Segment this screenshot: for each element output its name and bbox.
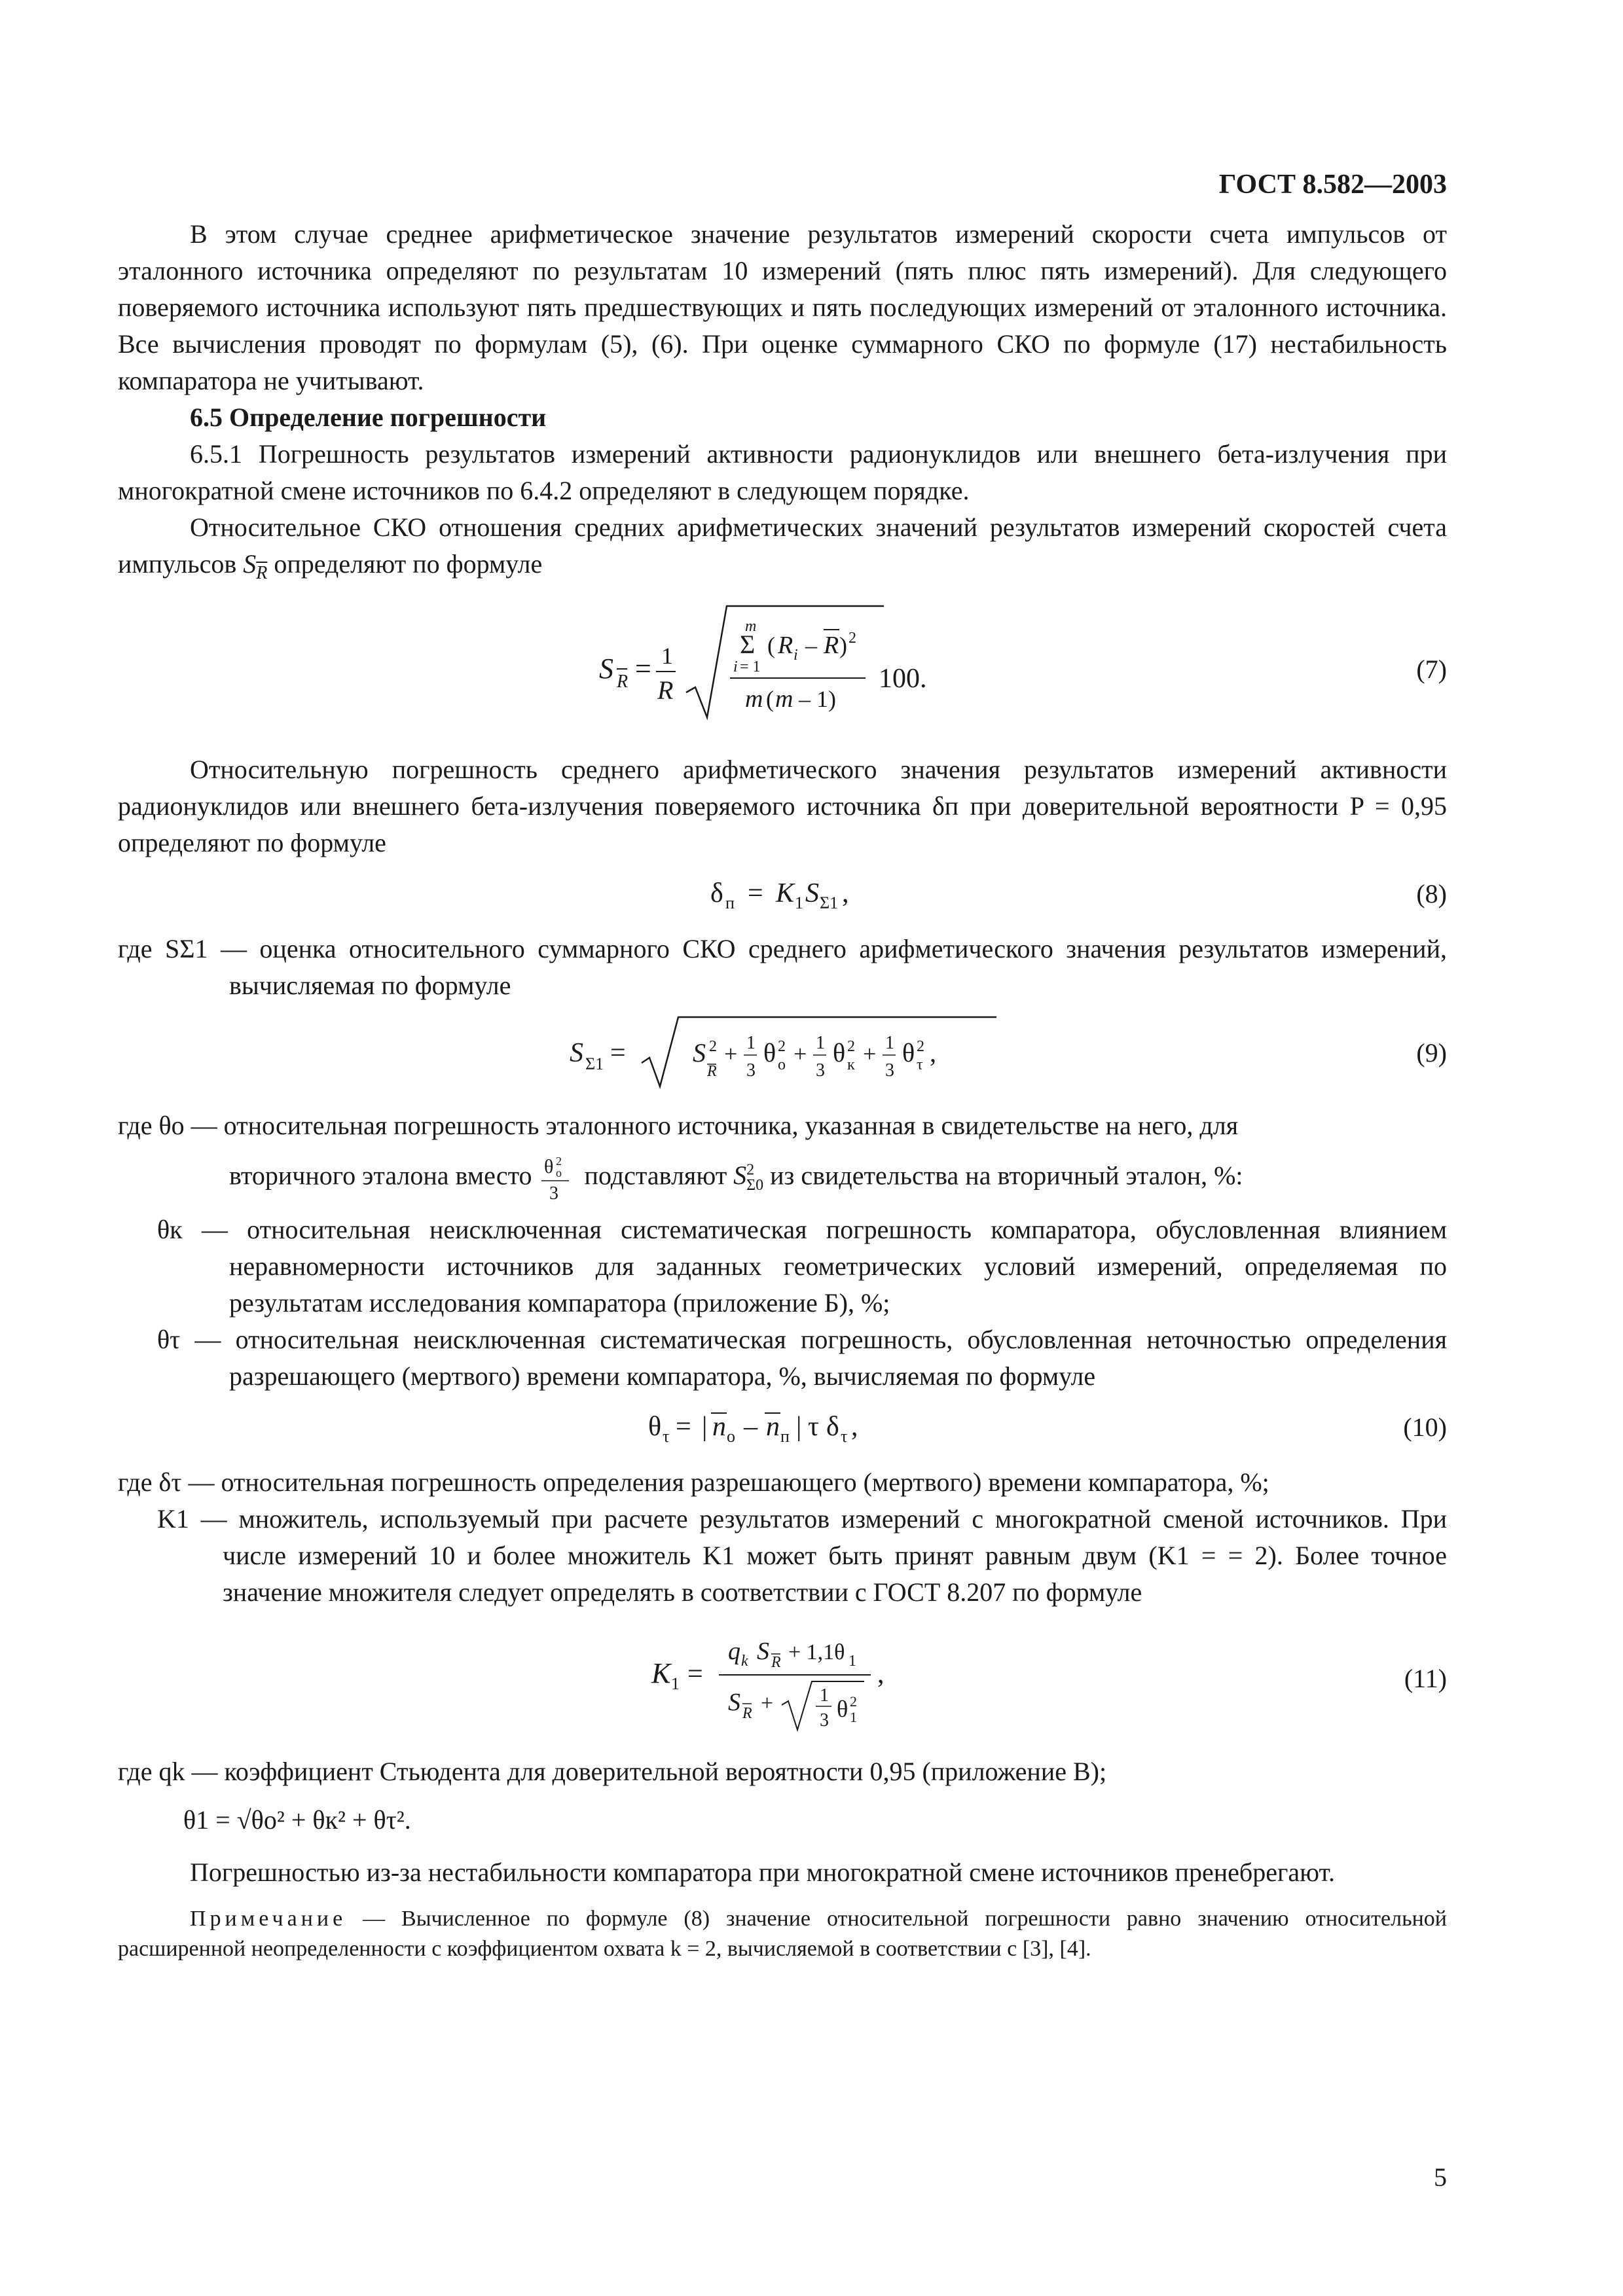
svg-text:2: 2 [850, 1693, 857, 1710]
svg-text:1: 1 [848, 1653, 856, 1670]
svg-text:о: о [555, 1166, 562, 1180]
svg-text:1: 1 [746, 1033, 756, 1053]
document-body [118, 216, 1447, 1964]
svg-text:): ) [839, 632, 847, 658]
svg-text:i: i [793, 647, 798, 664]
theta-o-text-a: вторичного эталона вместо [229, 1160, 532, 1191]
formula-10 [118, 1401, 1447, 1454]
svg-text:2: 2 [709, 1038, 717, 1055]
paragraph-6-5-1: 6.5.1 Погрешность результатов измерений активности радионуклидов или внешнего бета-излучения при многократной смене источников по 6.4.2 определяют в следующем порядке. [118, 439, 1447, 505]
svg-text:1: 1 [850, 1709, 857, 1726]
svg-text:п: п [725, 893, 735, 912]
svg-text:θ: θ [543, 1156, 553, 1178]
theta-o-text-c: из свидетельства на вторичный эталон, %: [770, 1160, 1243, 1191]
svg-text:τ: τ [663, 1427, 670, 1446]
svg-text:2: 2 [848, 630, 856, 647]
svg-text:|: | [702, 1412, 708, 1443]
svg-text:,: , [930, 1038, 936, 1067]
svg-text:K: K [776, 878, 795, 908]
svg-text:о: о [727, 1427, 735, 1446]
svg-text:θ: θ [837, 1696, 848, 1723]
svg-text:=: = [748, 878, 763, 908]
svg-text:δ: δ [826, 1412, 839, 1443]
svg-text:τ: τ [841, 1427, 848, 1446]
svg-text:,: , [842, 878, 849, 908]
svg-text:(: ( [767, 632, 775, 658]
formula-11-graphic [118, 1620, 1447, 1738]
svg-text:n: n [766, 1412, 780, 1443]
svg-text:θ: θ [648, 1412, 662, 1443]
formula-7-graphic [118, 601, 1447, 738]
paragraph-theta-k: θк — относительная неисключенная систематическая погрешность компаратора, обусловленная влиянием неравномерности источников для заданных геометрических условий измерений, определяемая по результатам исследования компаратора (приложение Б), %; [157, 1215, 1447, 1318]
svg-text:–: – [805, 632, 817, 658]
paragraph-sko-intro [118, 509, 1447, 592]
formula-11-number: (11) [1404, 1664, 1447, 1694]
svg-text:3: 3 [816, 1060, 825, 1081]
svg-text:τ: τ [917, 1056, 923, 1073]
svg-text:i: i [733, 658, 738, 675]
svg-text:Σ1: Σ1 [585, 1054, 604, 1073]
svg-text:S: S [693, 1038, 706, 1067]
svg-text:3: 3 [820, 1710, 829, 1731]
svg-text:R: R [778, 632, 793, 659]
svg-text:–: – [744, 1412, 757, 1443]
svg-text:2: 2 [778, 1038, 786, 1055]
paragraph-theta-t: θτ — относительная неисключенная систематическая погрешность, обусловленная неточностью определения разрешающего (мертвого) времени компаратора, %, вычисляемая по формуле [157, 1325, 1447, 1391]
symbol-s-sigma0: $S^2_{\Sigma 0}$ [733, 1160, 764, 1194]
svg-text:+: + [863, 1041, 877, 1067]
note-label: Примечание [190, 1907, 347, 1931]
svg-text:K: K [651, 1657, 671, 1690]
formula-9 [118, 1011, 1447, 1096]
formula-10-number: (10) [1403, 1412, 1447, 1443]
paragraph-where-delta-t: где δτ — относительная погрешность определения разрешающего (мертвого) времени компаратора, %; [118, 1467, 1269, 1498]
paragraph-where-theta-o: где θо — относительная погрешность эталонного источника, указанная в свидетельстве на него, для [118, 1111, 1239, 1140]
svg-text:,: , [851, 1412, 858, 1443]
svg-text:R: R [617, 672, 629, 692]
svg-text:1: 1 [795, 893, 803, 912]
paragraph-intro: В этом случае среднее арифметическое значение результатов измерений скорости счета импульсов от эталонного источника определяют по результатам 10 измерений (пять плюс пять измерений). Для следующего поверяемого источника используют пять предшествующих и пять последующих измерений от эталонного источника. Все вычисления проводят по формулам (5), (6). При оценке суммарного СКО по формуле (17) нестабильность компаратора не учитывают. [118, 219, 1447, 395]
svg-text:R: R [742, 1705, 752, 1723]
svg-text:k: k [741, 1653, 748, 1670]
svg-text:Σ1: Σ1 [820, 893, 839, 912]
svg-text:– 1): – 1) [799, 686, 836, 712]
svg-text:S: S [570, 1038, 583, 1068]
svg-text:3: 3 [549, 1183, 558, 1204]
svg-text:=: = [635, 653, 651, 685]
formula-10-graphic [118, 1401, 1447, 1454]
svg-text:S: S [805, 878, 819, 908]
formula-8-number: (8) [1416, 879, 1447, 908]
svg-text:к: к [847, 1056, 855, 1073]
svg-text:1: 1 [820, 1685, 829, 1706]
svg-text:3: 3 [746, 1060, 756, 1081]
svg-text:1: 1 [885, 1033, 894, 1053]
note-text: — Вычисленное по формуле (8) значение относительной погрешности равно значению относительной расширенной неопределенности с коэффициентом охвата k = 2, вычисляемой в соответствии с [3], [4]. [118, 1907, 1447, 1962]
svg-text:m: m [775, 685, 793, 713]
svg-text:(: ( [766, 686, 774, 712]
formula-8-graphic [118, 868, 1447, 920]
page-number: 5 [1434, 2162, 1447, 2192]
svg-text:2: 2 [555, 1155, 562, 1168]
svg-text:θ: θ [763, 1038, 776, 1067]
paragraph-k1-definition: K1 — множитель, используемый при расчете результатов измерений с многократной сменой источников. При числе измерений 10 и более множитель K1 может быть принят равным двум (K1 = = 2). Более точное значение множителя следует определять в соответствии с ГОСТ 8.207 по формуле [157, 1504, 1447, 1607]
paragraph-theta1: θ1 = √θо² + θк² + θτ². [183, 1805, 411, 1835]
note-block [118, 1904, 1447, 1964]
svg-text:+ 1,1θ: + 1,1θ [788, 1640, 845, 1665]
svg-text:Σ: Σ [740, 630, 756, 659]
paragraph-theta-o-cont [118, 1144, 1447, 1211]
svg-text:R: R [657, 675, 674, 705]
sko-intro-end: определяют по формуле [274, 549, 543, 579]
svg-text:2: 2 [847, 1038, 855, 1055]
svg-text:S: S [599, 653, 613, 685]
formula-9-graphic [118, 1011, 1447, 1096]
svg-text:S: S [757, 1638, 769, 1666]
svg-text:R: R [771, 1654, 781, 1672]
svg-text:= 1: = 1 [740, 658, 761, 675]
formula-11 [118, 1620, 1447, 1738]
svg-text:+: + [761, 1691, 774, 1716]
paragraph-where-s-sigma: где SΣ1 — оценка относительного суммарного СКО среднего арифметического значения результатов измерений, вычисляемая по формуле [118, 934, 1447, 1000]
theta-o-text-b: подставляют [584, 1160, 727, 1191]
theta-o-fraction [539, 1152, 578, 1204]
svg-text:θ: θ [902, 1038, 915, 1067]
svg-text:=: = [676, 1412, 691, 1443]
symbol-s-r-bar: $S_{\overline{R}}$ [243, 549, 268, 583]
svg-text:τ: τ [808, 1412, 819, 1443]
paragraph-neglect: Погрешностью из-за нестабильности компаратора при многократной смене источников пренебрегают. [190, 1857, 1335, 1888]
document-page [118, 164, 1447, 2193]
svg-text:1: 1 [661, 643, 673, 669]
sko-intro-text: Относительное СКО отношения средних арифметических значений результатов измерений скоростей счета импульсов [118, 512, 1447, 579]
svg-text:|: | [796, 1412, 802, 1443]
svg-text:R: R [707, 1063, 717, 1080]
svg-text:+: + [724, 1041, 738, 1067]
svg-text:=: = [687, 1659, 703, 1690]
paragraph-where-qk: где qk — коэффициент Стьюдента для доверительной вероятности 0,95 (приложение В); [118, 1757, 1107, 1787]
svg-text:п: п [780, 1427, 790, 1446]
svg-text:2: 2 [917, 1038, 924, 1055]
svg-text:θ: θ [833, 1038, 846, 1067]
svg-text:,: , [877, 1659, 884, 1690]
svg-text:m: m [745, 618, 757, 635]
svg-text:m: m [745, 685, 763, 713]
formula-9-number: (9) [1416, 1038, 1447, 1067]
svg-text:R: R [824, 632, 839, 659]
svg-text:S: S [728, 1689, 740, 1717]
formula-8 [118, 868, 1447, 920]
svg-text:q: q [728, 1638, 740, 1666]
formula-7 [118, 601, 1447, 738]
svg-text:n: n [712, 1412, 726, 1443]
formula-7-factor: 100. [879, 664, 927, 694]
svg-text:+: + [793, 1041, 807, 1067]
svg-text:=: = [610, 1038, 626, 1068]
document-id-header: ГОСТ 8.582—2003 [1218, 170, 1447, 200]
section-heading-6-5: 6.5 Определение погрешности [190, 403, 547, 432]
svg-text:3: 3 [885, 1060, 894, 1081]
svg-text:δ: δ [710, 878, 723, 908]
formula-7-number: (7) [1416, 655, 1447, 684]
svg-text:о: о [778, 1056, 786, 1073]
paragraph-delta-intro: Относительную погрешность среднего арифметического значения результатов измерений активности радионуклидов или внешнего бета-излучения поверяемого источника δп при доверительной вероятности P = 0,95 определяют по формуле [118, 755, 1447, 857]
svg-text:1: 1 [816, 1033, 825, 1053]
svg-text:1: 1 [671, 1674, 680, 1694]
